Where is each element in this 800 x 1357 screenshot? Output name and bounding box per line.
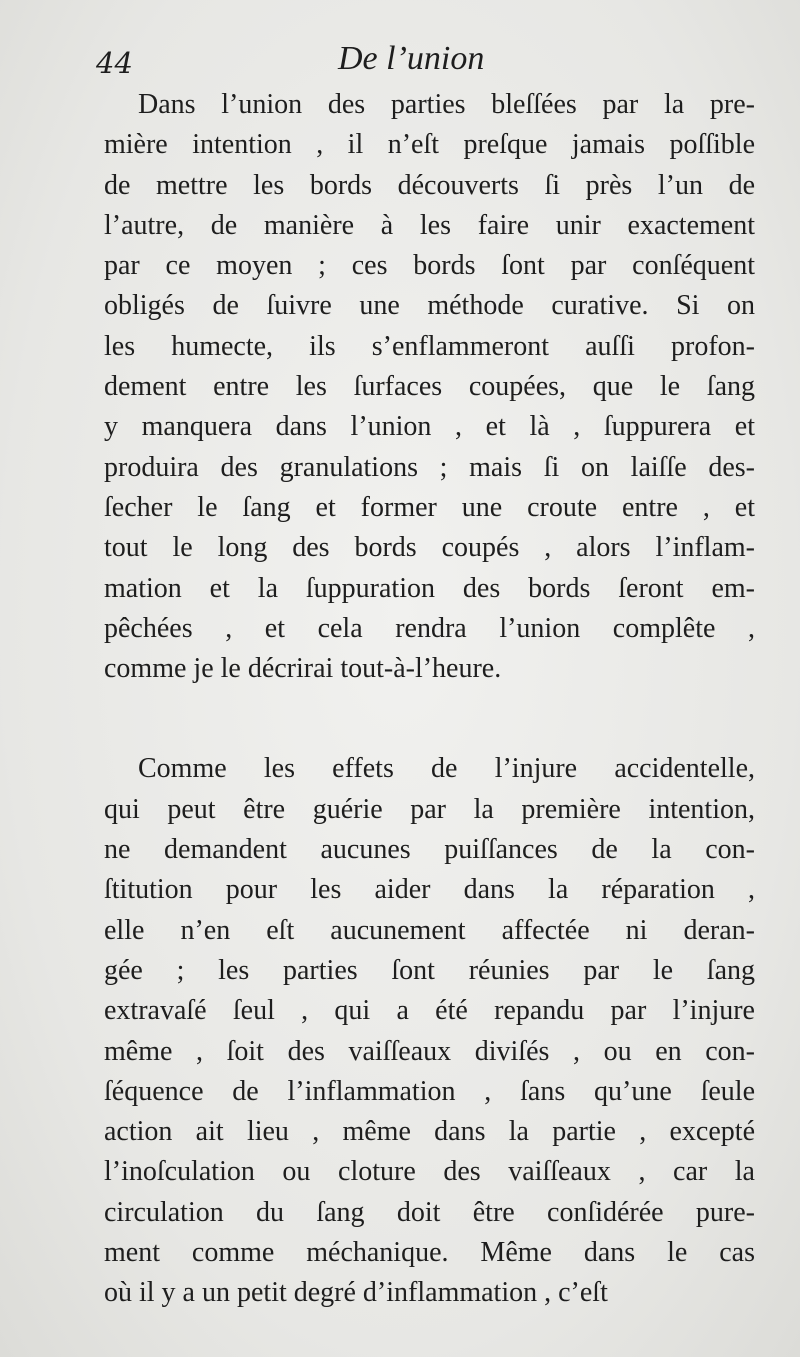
text-line: par ce moyen ; ces bords ſont par conſéquent bbox=[104, 250, 755, 282]
text-line: action ait lieu , même dans la partie , excepté bbox=[104, 1116, 755, 1148]
page-header bbox=[96, 40, 760, 90]
text-line: elle n’en eſt aucunement affectée ni deran- bbox=[104, 914, 755, 946]
text-line: extravaſé ſeul , qui a été repandu par l’injure bbox=[104, 995, 755, 1027]
text-line: qui peut être guérie par la première intention, bbox=[104, 793, 755, 825]
text-line: ſecher le ſang et former une croute entre , et bbox=[104, 491, 755, 523]
text-line: circulation du ſang doit être conſidérée pure- bbox=[104, 1196, 755, 1228]
text-line: ment comme méchanique. Même dans le cas bbox=[104, 1237, 755, 1269]
text-line: Comme les effets de l’injure accidentelle, bbox=[138, 753, 755, 785]
text-line: ſtitution pour les aider dans la réparation , bbox=[104, 874, 755, 906]
text-line: Dans l’union des parties bleſſées par la pre- bbox=[138, 89, 755, 120]
text-line: ne demandent aucunes puiſſances de la con- bbox=[104, 834, 755, 866]
paragraph bbox=[104, 85, 755, 689]
text-line: dement entre les ſurfaces coupées, que le ſang bbox=[104, 371, 755, 403]
text-line: l’autre, de manière à les faire unir exactement bbox=[104, 209, 755, 241]
text-line: pêchées , et cela rendra l’union complête , bbox=[104, 612, 755, 644]
text-line: l’inoſculation ou cloture des vaiſſeaux , car la bbox=[104, 1156, 755, 1188]
text-line: ſéquence de l’inflammation , ſans qu’une ſeule bbox=[104, 1075, 755, 1107]
text-line: mation et la ſuppuration des bords ſeront em- bbox=[104, 572, 755, 604]
paragraph bbox=[104, 749, 755, 1313]
text-line: même , ſoit des vaiſſeaux diviſés , ou en con- bbox=[104, 1035, 755, 1067]
text-line: mière intention , il n’eſt preſque jamais poſſible bbox=[104, 129, 755, 161]
text-line: tout le long des bords coupés , alors l’inflam- bbox=[104, 532, 755, 564]
text-line: où il y a un petit degré d’inflammation , c’eſt bbox=[104, 1277, 608, 1309]
page-number: 44 bbox=[96, 46, 133, 80]
text-line: y manquera dans l’union , et là , ſuppurera et bbox=[104, 411, 755, 443]
text-line: produira des granulations ; mais ſi on laiſſe des- bbox=[104, 451, 755, 483]
text-line: gée ; les parties ſont réunies par le ſang bbox=[104, 954, 755, 986]
text-line: de mettre les bords découverts ſi près l’un de bbox=[104, 169, 755, 201]
running-title: De l’union bbox=[338, 40, 485, 77]
text-line: les humecte, ils s’enflammeront auſſi profon- bbox=[104, 330, 755, 362]
text-line: comme je le décrirai tout-à-l’heure. bbox=[104, 653, 502, 685]
page-body bbox=[104, 85, 755, 1314]
text-line: obligés de ſuivre une méthode curative. Si on bbox=[104, 290, 755, 322]
